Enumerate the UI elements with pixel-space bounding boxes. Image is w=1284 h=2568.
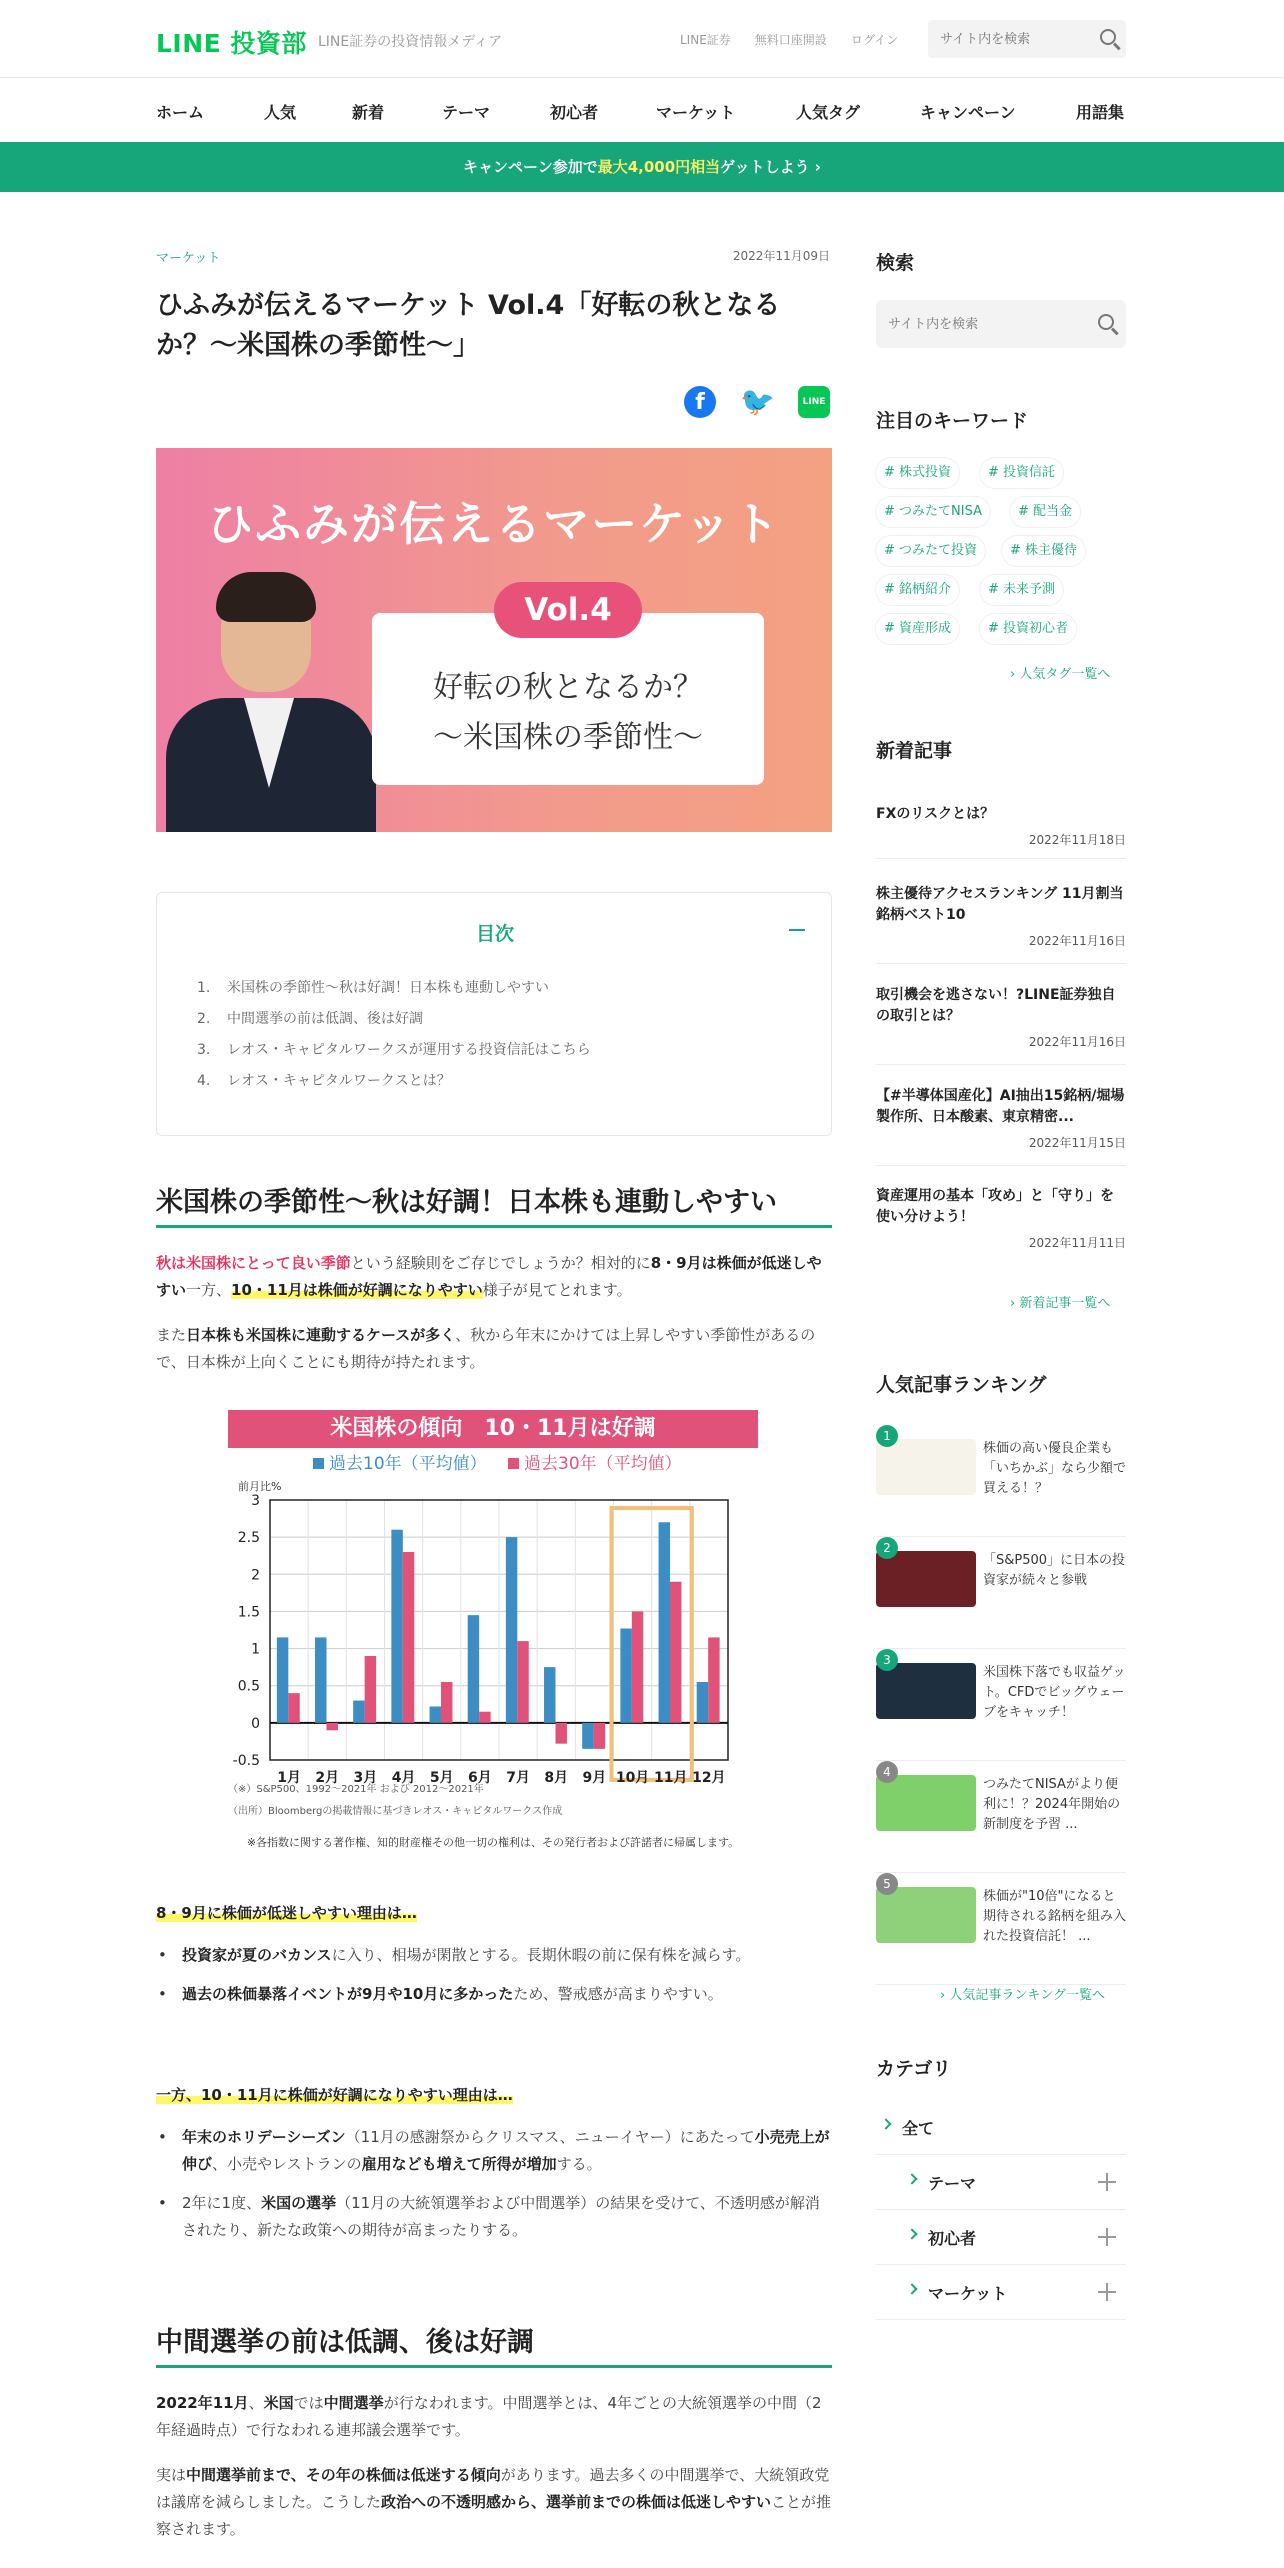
hero-image [156, 448, 832, 832]
ranking-item[interactable] [876, 1649, 1126, 1761]
y-tick-label: 0.5 [237, 1678, 260, 1695]
list-item: • 投資家が夏のバカンスに入り、相場が閑散とする。長期休暇の前に保有株を減らす。 [156, 1942, 832, 1969]
bar [594, 1723, 605, 1749]
bar [517, 1641, 528, 1723]
bar [544, 1667, 555, 1723]
chevron-right-icon [880, 2118, 891, 2129]
ranking-title: 「S&P500」に日本の投資家が続々と参戦 [983, 1553, 1126, 1588]
hero-title: ひふみが伝えるマーケット [207, 497, 781, 551]
link-line-securities[interactable]: LINE証券 [680, 33, 731, 47]
campaign-banner[interactable] [0, 142, 1284, 192]
sidebar-search-heading: 検索 [876, 252, 915, 274]
ranking-thumbnail [876, 1775, 976, 1831]
hero-vol-badge: Vol.4 [494, 582, 642, 638]
bar [582, 1723, 593, 1749]
legend-swatch [508, 1458, 519, 1469]
y-tick-label: 3 [251, 1493, 260, 1509]
toc-item[interactable]: 3. レオス・キャピタルワークスが運用する投資信託はこちら [197, 1042, 591, 1058]
keywords-heading: 注目のキーワード [876, 410, 1029, 432]
tag-link[interactable]: # 配当金 [1010, 497, 1080, 527]
sidebar-search-input[interactable] [876, 300, 1076, 348]
bar [365, 1656, 376, 1723]
expand-icon[interactable] [1098, 2173, 1116, 2191]
x-tick-label: 2月 [315, 1770, 340, 1786]
tag-link[interactable]: # つみたてNISA [876, 497, 990, 527]
rank-number: 4 [876, 1761, 898, 1783]
new-articles-heading: 新着記事 [876, 740, 953, 762]
search-icon[interactable] [1098, 314, 1114, 330]
tag-link[interactable]: # 株主優待 [1002, 536, 1085, 566]
y-tick-label: 1 [251, 1641, 260, 1658]
bar [277, 1637, 288, 1722]
nav-popular[interactable]: 人気 [264, 103, 297, 122]
reason-list-low [156, 1942, 832, 2020]
x-tick-label: 3月 [353, 1770, 378, 1786]
tag-link[interactable]: # 銘柄紹介 [876, 575, 959, 605]
facebook-share-icon[interactable]: f [684, 386, 716, 418]
presenter-photo [166, 568, 356, 832]
bar [391, 1530, 402, 1723]
all-tags-link[interactable]: › 人気タグ一覧へ [1010, 667, 1111, 682]
bar [479, 1712, 490, 1723]
tag-link[interactable]: # 未来予測 [980, 575, 1063, 605]
bar [697, 1682, 708, 1723]
tag-link[interactable]: # 株式投資 [876, 458, 959, 488]
rank-number: 1 [876, 1425, 898, 1447]
reason-heading-high: 一方、10・11月に株価が好調になりやすい理由は… [156, 2086, 513, 2104]
ranking-title: 米国株下落でも収益ゲット。CFDでビッグウェーブをキャッチ！ [983, 1665, 1126, 1720]
nav-campaign[interactable]: キャンペーン [920, 103, 1016, 122]
article-date: 2022年11月09日 [732, 249, 830, 263]
hero-subtitle-2: ～米国株の季節性～ [433, 720, 703, 755]
bar [353, 1701, 364, 1723]
x-tick-label: 11月 [654, 1770, 688, 1786]
all-ranking-link[interactable]: › 人気記事ランキング一覧へ [940, 1988, 1105, 2003]
nav-market[interactable]: マーケット [656, 103, 736, 122]
bar [670, 1582, 681, 1723]
y-tick-label: 2.5 [237, 1530, 260, 1547]
ranking-title: つみたてNISAがより便利に！？2024年開始の新制度を予習 ... [983, 1777, 1121, 1832]
twitter-share-icon[interactable]: 🐦 [740, 385, 775, 418]
category-beginner[interactable]: 初心者 [876, 2210, 1126, 2265]
x-tick-label: 1月 [277, 1770, 301, 1786]
banner-highlight: 最大4,000円相当 [597, 158, 721, 176]
legend-label: 過去10年（平均値） [329, 1454, 487, 1474]
chevron-right-icon [906, 2173, 917, 2184]
reason-heading-low: 8・9月に株価が低迷しやすい理由は… [156, 1904, 417, 1922]
category-theme[interactable]: テーマ [876, 2155, 1126, 2210]
ranking-item[interactable] [876, 1537, 1126, 1649]
ranking-title: 株価が"10倍"になると期待される銘柄を組み入れた投資信託！ ... [983, 1889, 1127, 1944]
x-tick-label: 10月 [615, 1770, 650, 1786]
ranking-item[interactable] [876, 1425, 1126, 1537]
tag-link[interactable]: # 投資信託 [980, 458, 1063, 488]
ranking-thumbnail [876, 1887, 976, 1943]
chart-note-2: （出所）Bloombergの掲載情報に基づきレオス・キャピタルワークス作成 [228, 1806, 563, 1817]
chevron-right-icon [906, 2283, 917, 2294]
bar [506, 1537, 517, 1723]
nav-new[interactable]: 新着 [352, 103, 385, 122]
bar-chart-svg [228, 1450, 758, 1810]
legend-swatch [313, 1458, 324, 1469]
paragraph: 秋は米国株にとって良い季節という経験則をご存じでしょうか？相対的に8・9月は株価が低迷しやすい一方、10・11月は株価が好調になりやすい様子が見てとれます。 [156, 1254, 822, 1299]
sidebar-search [876, 300, 1126, 348]
news-item[interactable]: 株主優待アクセスランキング 11月割当銘柄ベスト10 2022年11月16日 [876, 884, 1126, 964]
bar [620, 1629, 631, 1723]
bar [288, 1693, 299, 1723]
header-search-input[interactable] [928, 20, 1088, 58]
bar [326, 1723, 337, 1730]
toc-item[interactable]: 2. 中間選挙の前は低調、後は好調 [197, 1011, 423, 1027]
site-logo[interactable]: LINE 投資部 [156, 29, 307, 58]
header-links [680, 31, 898, 48]
nav-glossary[interactable]: 用語集 [1076, 103, 1125, 122]
ranking-thumbnail [876, 1551, 976, 1607]
section-heading-midterm: 中間選挙の前は低調、後は好調 [156, 2320, 832, 2368]
tag-link[interactable]: # 資産形成 [876, 614, 959, 644]
article-title: ひふみが伝えるマーケット Vol.4「好転の秋となるか？～米国株の季節性～」 [156, 290, 781, 361]
all-news-link[interactable]: › 新着記事一覧へ [1010, 1296, 1111, 1311]
category-heading: カテゴリ [876, 2058, 952, 2080]
nav-popular-tags[interactable]: 人気タグ [796, 103, 861, 122]
nav-beginner[interactable]: 初心者 [550, 103, 599, 122]
nav-home[interactable]: ホーム [156, 103, 205, 122]
expand-icon[interactable] [1098, 2283, 1116, 2301]
toc-item[interactable]: 4. レオス・キャピタルワークスとは？ [197, 1073, 451, 1089]
y-tick-label: 2 [251, 1567, 260, 1584]
table-of-contents [156, 892, 832, 1136]
x-tick-label: 9月 [582, 1770, 607, 1786]
ranking-heading: 人気記事ランキング [876, 1374, 1047, 1396]
x-tick-label: 7月 [506, 1770, 530, 1786]
tag-link[interactable]: # 投資初心者 [980, 614, 1076, 644]
rank-number: 5 [876, 1873, 898, 1895]
section-heading-seasonality: 米国株の季節性～秋は好調！日本株も連動しやすい [156, 1180, 832, 1228]
rank-number: 3 [876, 1649, 898, 1671]
ranking-item[interactable] [876, 1761, 1126, 1873]
ranking-title: 株価の高い優良企業も「いちかぶ」なら少額で買える！？ [983, 1441, 1127, 1496]
ranking-thumbnail [876, 1663, 976, 1719]
bar [430, 1707, 441, 1723]
list-item: • 2年に1度、米国の選挙（11月の大統領選挙および中間選挙）の結果を受けて、不透明感が解消されたり、新たな政策への期待が高まったりする。 [156, 2190, 832, 2244]
paragraph: 2022年11月、米国では中間選挙が行なわれます。中間選挙とは、4年ごとの大統領選挙の中間（2年経過時点）で行なわれる連邦議会選挙です。 [156, 2394, 822, 2439]
bar [708, 1637, 719, 1722]
link-login[interactable]: ログイン [850, 33, 899, 47]
news-item[interactable]: 【#半導体国産化】AI抽出15銘柄/堀場製作所、日本酸素、東京精密... 2022年11月15日 [876, 1086, 1126, 1166]
news-item[interactable]: FXのリスクとは？ 2022年11月18日 [876, 804, 1126, 859]
category-market[interactable]: マーケット [876, 2265, 1126, 2320]
nav-theme[interactable]: テーマ [442, 103, 491, 122]
link-open-account[interactable]: 無料口座開設 [754, 33, 827, 47]
ranking-thumbnail [876, 1439, 976, 1495]
banner-text-pre: キャンペーン参加で [463, 158, 598, 176]
chart-title: 米国株の傾向 10・11月は好調 [228, 1410, 758, 1448]
header-search [928, 20, 1126, 58]
y-tick-label: -0.5 [232, 1753, 260, 1769]
search-icon[interactable] [1100, 29, 1116, 45]
x-tick-label: 6月 [468, 1770, 492, 1786]
expand-icon[interactable] [1098, 2228, 1116, 2246]
x-tick-label: 4月 [391, 1770, 416, 1786]
site-header [0, 0, 1284, 78]
hero-subtitle-1: 好転の秋となるか？ [433, 670, 703, 705]
legend-label: 過去30年（平均値） [524, 1454, 682, 1474]
bar [659, 1522, 670, 1723]
chevron-right-icon [906, 2228, 917, 2239]
news-item[interactable]: 資産運用の基本「攻め」と「守り」を使い分けよう！ 2022年11月11日 [876, 1188, 1126, 1250]
site-tagline: LINE証券の投資情報メディア [318, 34, 503, 50]
copyright-note: ※各指数に関する著作権、知的財産権その他一切の権利は、その発行者および許諾者に帰属します。 [246, 1836, 740, 1849]
bar [441, 1682, 452, 1723]
article-category[interactable]: マーケット [156, 251, 221, 266]
x-tick-label: 5月 [429, 1770, 454, 1786]
toc-title: 目次 [475, 923, 514, 945]
list-item: • 過去の株価暴落イベントが9月や10月に多かったため、警戒感が高まりやすい。 [156, 1981, 832, 2008]
paragraph: また日本株も米国株に連動するケースが多く、秋から年末にかけては上昇しやすい季節性があるので、日本株が上向くことにも期待が持たれます。 [156, 1326, 816, 1371]
bar [315, 1637, 326, 1722]
y-axis-label: 前月比% [238, 1480, 282, 1493]
bar [555, 1723, 566, 1744]
chart-note-1: （※）S&P500、1992～2021年 および 2012～2021年 [228, 1784, 484, 1795]
y-tick-label: 0 [251, 1715, 260, 1732]
banner-text-post: ゲットしよう › [720, 158, 821, 176]
toc-item[interactable]: 1. 米国株の季節性～秋は好調！日本株も連動しやすい [197, 980, 549, 996]
bar [468, 1615, 479, 1723]
reason-list-high [156, 2124, 832, 2256]
line-share-icon[interactable]: LINE [798, 386, 830, 418]
bar [632, 1611, 643, 1722]
rank-number: 2 [876, 1537, 898, 1559]
x-tick-label: 8月 [544, 1770, 569, 1786]
ranking-item[interactable] [876, 1873, 1126, 1985]
bar [403, 1552, 414, 1723]
global-nav [0, 78, 1284, 142]
category-all[interactable]: 全て [876, 2100, 1126, 2155]
tag-link[interactable]: # つみたて投資 [876, 536, 985, 566]
y-tick-label: 1.5 [237, 1604, 260, 1621]
list-item: • 年末のホリデーシーズン（11月の感謝祭からクリスマス、ニューイヤー）にあたって小売売上が伸び、小売やレストランの雇用なども増えて所得が増加する。 [156, 2124, 832, 2178]
paragraph: 実は中間選挙前まで、その年の株価は低迷する傾向があります。過去多くの中間選挙で、大統領政党は議席を減らしました。こうした政治への不透明感から、選挙前までの株価は低迷しやすいことが推察されます。 [156, 2466, 832, 2538]
x-tick-label: 12月 [692, 1770, 726, 1786]
collapse-icon[interactable] [789, 929, 805, 931]
news-item[interactable]: 取引機会を逃さない！?LINE証券独自の取引とは？ 2022年11月16日 [876, 985, 1126, 1065]
